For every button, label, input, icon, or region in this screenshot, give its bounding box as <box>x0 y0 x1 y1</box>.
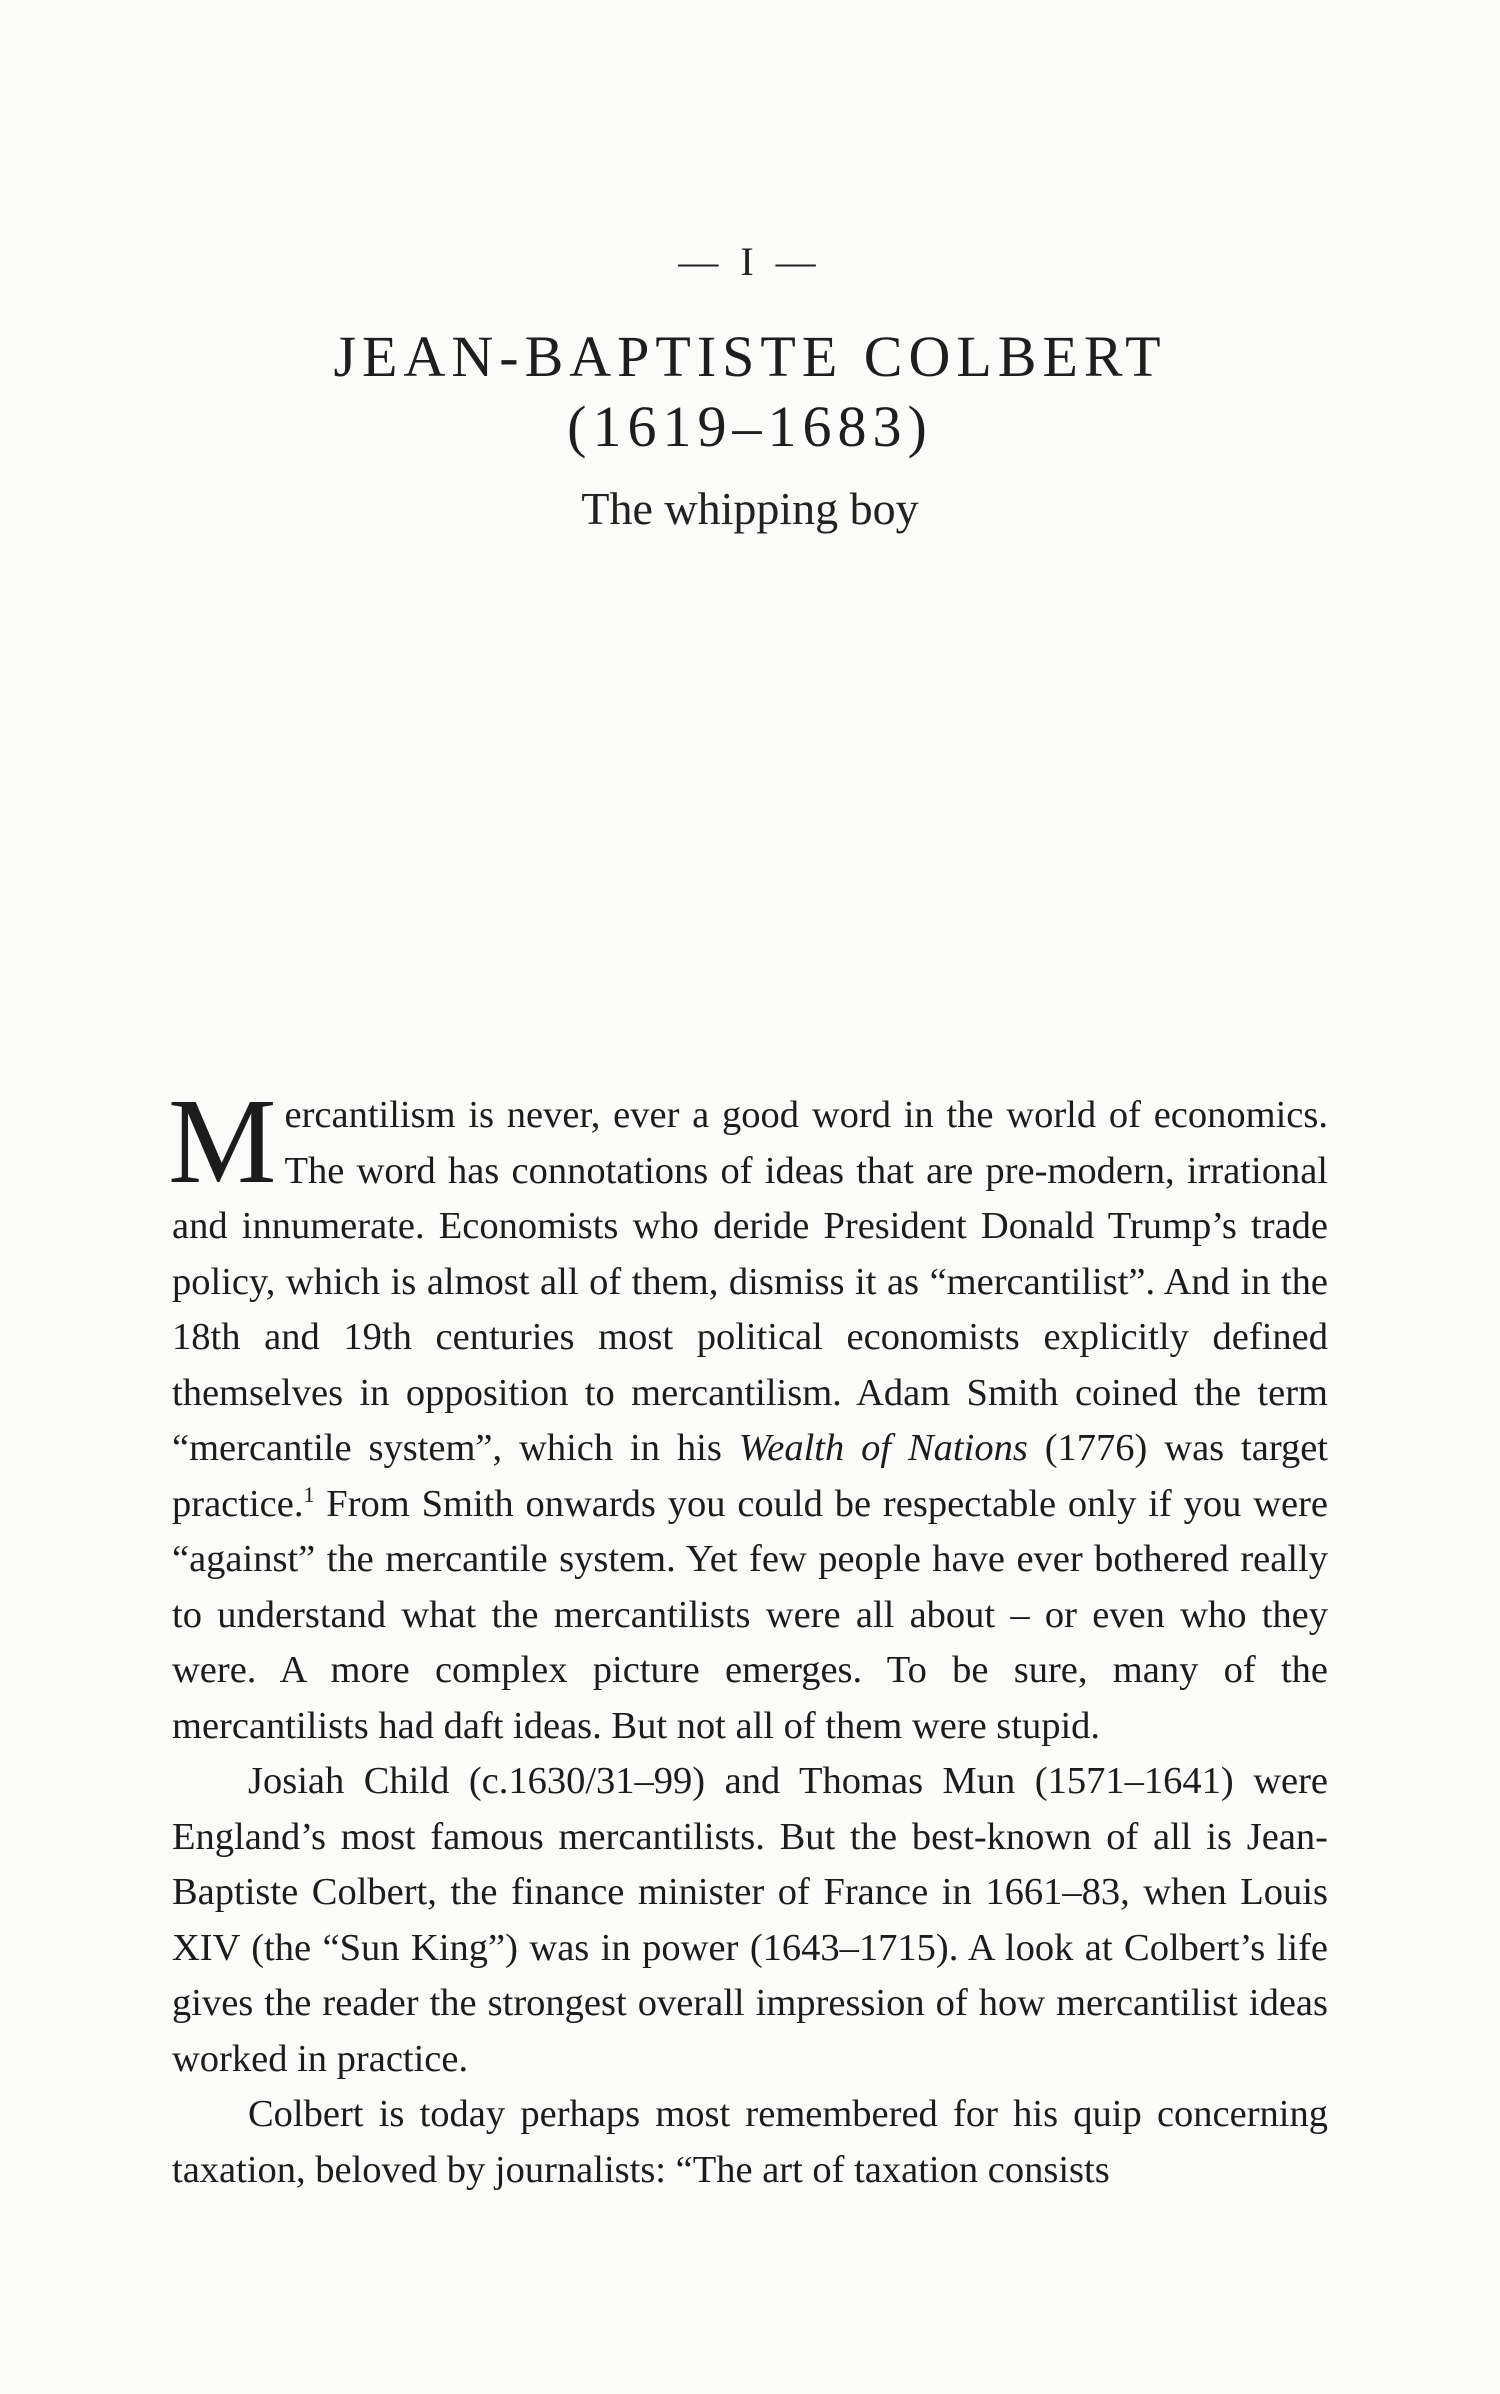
chapter-body <box>168 1074 1328 2198</box>
paragraph-2: Josiah Child (c.1630/31–99) and Thomas Mun (1571–1641) were England’s most famous mercantilists. But the best-known of all is Jean-Baptiste Colbert, the finance minister of France in 1661–83, when Louis XIV (the “Sun King”) was in power (1643–1715). A look at Colbert’s life gives the reader the strongest overall impression of how mercantilist ideas worked in practice. <box>172 1760 1328 2080</box>
book-title-wealth-of-nations: Wealth of Nations <box>738 1427 1028 1469</box>
chapter-title <box>0 322 1500 462</box>
chapter-number: — I — <box>678 239 822 284</box>
paragraph-1-text-a: ercantilism is never, ever a good word in the world of economics. The word has connotations of ideas that are pre-modern, irrational and innumerate. Economists who deride President Donald Trump’s trade policy, which is almost all of them, dismiss it as “mercantilist”. And in the 18th and 19th centuries most political economists explicitly defined themselves in opposition to mercantilism. Adam Smith coined the term “mercantile system”, which in his <box>172 1094 1328 1469</box>
chapter-subtitle: The whipping boy <box>581 483 919 534</box>
paragraph-1 <box>168 1074 1328 1754</box>
paragraph-3: Colbert is today perhaps most remembered for his quip concerning taxation, beloved by journalists: “The art of taxation consists <box>172 2093 1328 2191</box>
footnote-marker[interactable]: 1 <box>303 1481 315 1507</box>
drop-cap: M <box>168 1074 277 1209</box>
paragraph-1-text-c: From Smith onwards you could be respectable only if you were “against” the mercantile system. Yet few people have ever bothered really to understand what the mercantilists were all about – or even who they were. A more complex picture emerges. To be sure, many of the mercantilists had daft ideas. But not all of them were stupid. <box>172 1482 1328 1747</box>
paragraph-1-text-b: (1776) was target practice. <box>172 1427 1328 1525</box>
chapter-title-dates: (1619–1683) <box>567 394 933 459</box>
chapter-title-name: JEAN-BAPTISTE COLBERT <box>333 324 1167 389</box>
